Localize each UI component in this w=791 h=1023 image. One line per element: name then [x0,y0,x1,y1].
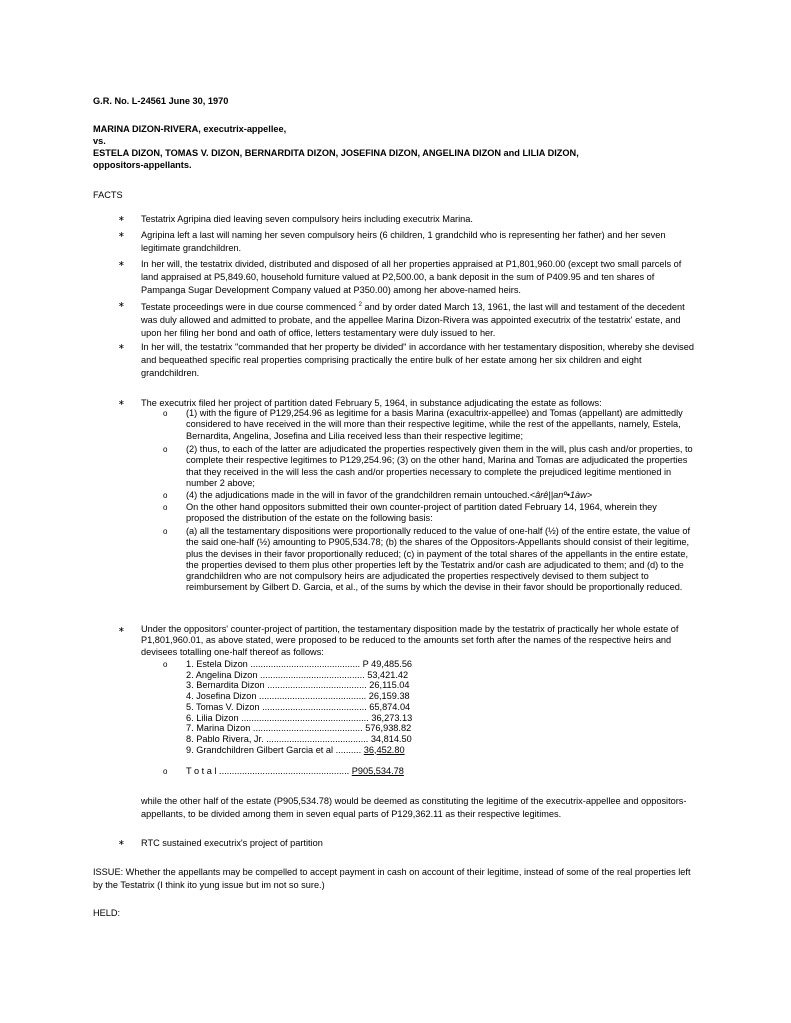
fact-text: and by order dated March 13, 1961, the last will and testament of the decedent was duly allowed and admitted to probate, and the appellee Marina Dizon-Rivera was appointed executrix of the testatrix' estate, and upon her filing her bond and oath of office, letters testamentary were duly issued to her. [141,302,685,339]
counter-closing: while the other half of the estate (P905,534.78) would be deemed as constituting the legitime of the executrix-appellee and oppositors-appellants, to be divided among them in seven equal parts of P129,362.11 as their respective legitimes. [141,796,687,820]
fact-item: In her will, the testatrix "commanded that her property be divided" in accordance with her testamentary disposition, whereby she devised and bequeathed specific real properties comprising practically the entire bulk of her estate among her six children and eight grandchildren. [141,342,694,379]
fact-item: Agripina left a last will naming her seven compulsory heirs (6 children, 1 grandchild who is representing her father) and her seven legitimate grandchildren. [141,230,666,254]
sub-bullet-icon: o [163,409,168,418]
heir-line: 2. Angelina Dizon ......................................... 53,421.42 [186,669,409,680]
total-amount: P905,534.78 [351,766,404,776]
bullet-icon: ∗ [118,625,125,634]
appellants-party: ESTELA DIZON, TOMAS V. DIZON, BERNARDITA DIZON, JOSEFINA DIZON, ANGELINA DIZON and LILIA DIZON, [93,148,579,158]
case-number: G.R. No. L-24561 June 30, 1970 [93,96,229,106]
heir-line: 8. Pablo Rivera, Jr. ........................................ 34,814.50 [186,733,412,744]
heir-line: 4. Josefina Dizon .......................................... 26,159.38 [186,691,410,702]
sub-bullet-icon: o [163,491,168,500]
sub-bullet-icon: o [163,660,168,669]
item-text: (4) the adjudications made in the will in favor of the grandchildren remain untouched. [186,490,530,500]
sub-bullet-icon: o [163,445,168,454]
versus: vs. [93,136,106,146]
total-line [186,766,486,777]
bullet-icon: ∗ [118,230,125,239]
project-item: (2) thus, to each of the latter are adjudicated the properties respectively given them in the will, plus cash and/or properties, to complete their respective legitimes to P129,254.96; (3) on the other hand, Marina and Tomas are adjudicated the properties that they received in the will less the cash and/or properties necessary to complete the prejudiced legitime mentioned in number 2 above; [186,444,693,488]
fact-text: Testate proceedings were in due course commenced [141,302,359,313]
bullet-icon: ∗ [118,342,125,351]
fact-item: In her will, the testatrix divided, distributed and disposed of all her properties appraised at P1,801,960.00 (except two small parcels of land appraised at P5,849.60, household furniture valued at P2,500.00, a bank deposit in the sum of P409.95 and ten shares of Pampanga Sugar Development Company valued at P350.00) among her above-named heirs. [141,259,682,296]
footnote-ref: 2 [358,302,362,308]
bullet-icon: ∗ [118,838,125,847]
bullet-icon: ∗ [118,300,125,309]
bullet-icon: ∗ [118,214,125,223]
garbled-tag: <ârê||anº•1àw> [529,490,593,500]
project-item: (1) with the figure of P129,254.96 as legitime for a basis Marina (exacultrix-appellee) and Tomas (appellant) are admittedly considered to have received in the will more than their respective legitime, while the rest of the appellants, namely, Estela, Bernardita, Angelina, Josefina and Lilia received less than their respective legitime; [186,408,683,441]
heir-label: 9. Grandchildren Gilbert Garcia et al .......... [186,744,364,755]
heir-line: 3. Bernardita Dizon ....................................... 26,115.04 [186,680,410,691]
held-heading: HELD: [93,908,121,918]
project-intro: The executrix filed her project of partition dated February 5, 1964, in substance adjudicating the estate as follows: [141,398,602,408]
sub-bullet-icon: o [163,503,168,512]
project-item: (a) all the testamentary dispositions were proportionally reduced to the value of one-half (½) of the entire estate, the value of the said one-half (½) amounting to P905,534.78; (b) the shares of the Oppositors-Appellants should consist of their legitime, plus the devises in their favor proportionally reduced; (c) in payment of the total shares of the appellants in the entire estate, the properties devised to them plus other properties left by the Testatrix and/or cash are adjudicated to them; and (d) to the grandchildren who are not compulsory heirs are adjudicated the properties respectively devised to them subject to reimbursement by Gilbert D. Garcia, et al., of the sums by which the devise in their favor should be proportionally reduced. [186,526,691,593]
bullet-icon: ∗ [118,398,125,407]
sub-bullet-icon: o [163,527,168,536]
heir-line: 1. Estela Dizon ........................................... P 49,485.56 [186,659,413,669]
heir-line [186,745,486,756]
heir-line: 5. Tomas V. Dizon ......................................... 65,874.04 [186,701,411,712]
fact-item: Testatrix Agripina died leaving seven compulsory heirs including executrix Marina. [141,214,473,224]
heir-amount-list [186,659,486,755]
total-label: T o t a l ................................................... [186,766,352,776]
sub-bullet-icon: o [163,767,168,776]
project-item [186,490,696,501]
appellee-party: MARINA DIZON-RIVERA, executrix-appellee, [93,124,287,134]
heir-amount: 36,452.80 [363,744,405,755]
fact-item [141,299,696,341]
facts-heading: FACTS [93,190,123,200]
counter-intro: Under the oppositors' counter-project of partition, the testamentary disposition made by the testatrix of practically her whole estate of P1,801,960.01, as above stated, were proposed to be reduced to the amounts set forth after the names of the respective heirs and devisees totalling one-half thereof as follows: [141,624,679,657]
appellants-party-role: oppositors-appellants. [93,160,192,170]
rtc-ruling: RTC sustained executrix's project of partition [141,838,323,848]
bullet-icon: ∗ [118,259,125,268]
heir-line: 7. Marina Dizon ........................................... 576,938.82 [186,723,412,734]
heir-line: 6. Lilia Dizon .................................................. 36,273.13 [186,712,413,723]
issue-paragraph: ISSUE: Whether the appellants may be compelled to accept payment in cash on account of their legitime, instead of some of the real properties left by the Testatrix (I think ito yung issue but im not so sure.) [93,867,691,891]
project-item: On the other hand oppositors submitted their own counter-project of partition dated February 14, 1964, wherein they proposed the distribution of the estate on the following basis: [186,502,657,524]
